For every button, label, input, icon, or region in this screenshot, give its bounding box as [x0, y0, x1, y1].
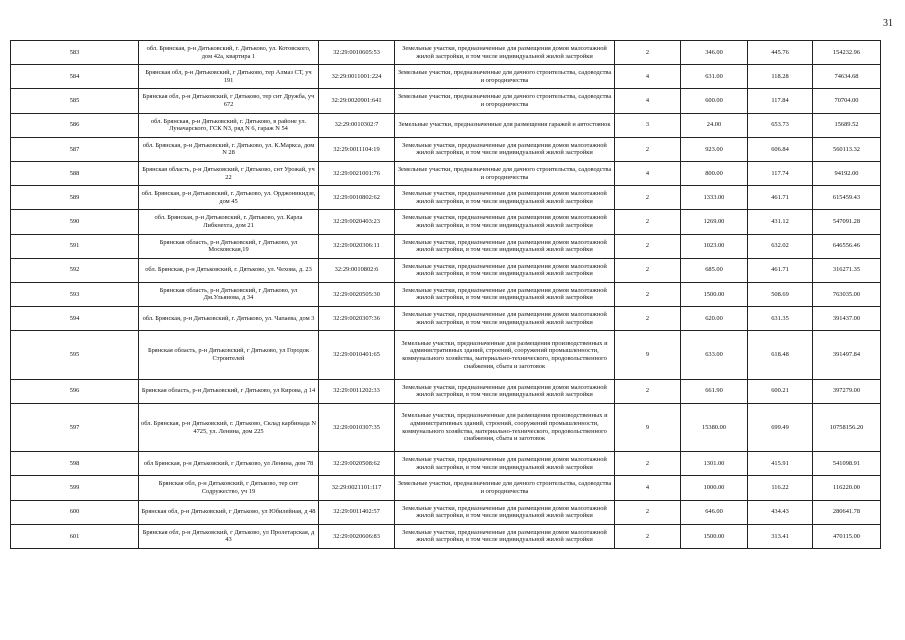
row-number: 592 [11, 258, 139, 282]
specific-value-cell: 632.02 [748, 234, 813, 258]
address-cell: Брянская область, р-н Дятьковский, г Дятьково, ул Кирова, д 14 [139, 379, 319, 403]
cadastral-value-cell: 10758156.20 [813, 403, 881, 451]
cadastral-value-cell: 646556.46 [813, 234, 881, 258]
cadastral-value-cell: 280641.78 [813, 500, 881, 524]
area-cell: 1500.00 [681, 282, 748, 306]
table-row [11, 331, 881, 379]
table-row [11, 113, 881, 137]
permitted-use-cell: Земельные участки, предназначенные для дачного строительства, садоводства и огородничества [395, 89, 615, 113]
table-row [11, 403, 881, 451]
land-register-table [10, 40, 881, 549]
permitted-use-cell: Земельные участки, предназначенные для размещения домов малоэтажной жилой застройки, в том числе индивидуальной жилой застройки [395, 452, 615, 476]
address-cell: Брянская обл, р-н Дятьковский, г Дятьково, ул Пролетарская, д 43 [139, 524, 319, 548]
area-cell: 685.00 [681, 258, 748, 282]
address-cell: Брянская область, р-н Дятьковский, г Дятьково, ул Московская,19 [139, 234, 319, 258]
cadastral-value-cell: 397279.00 [813, 379, 881, 403]
specific-value-cell: 117.74 [748, 161, 813, 185]
specific-value-cell: 606.84 [748, 137, 813, 161]
area-cell: 1333.00 [681, 186, 748, 210]
table-row [11, 161, 881, 185]
cadastral-value-cell: 154232.96 [813, 41, 881, 65]
page-number: 31 [883, 18, 893, 29]
area-cell: 800.00 [681, 161, 748, 185]
cadastral-number-cell: 32:29:0021001:76 [319, 161, 395, 185]
category-cell: 2 [615, 379, 681, 403]
category-cell: 2 [615, 500, 681, 524]
table-row [11, 65, 881, 89]
cadastral-value-cell: 547091.28 [813, 210, 881, 234]
permitted-use-cell: Земельные участки, предназначенные для размещения гаражей и автостоянок [395, 113, 615, 137]
category-cell: 2 [615, 258, 681, 282]
specific-value-cell: 313.41 [748, 524, 813, 548]
specific-value-cell: 618.48 [748, 331, 813, 379]
area-cell: 24.00 [681, 113, 748, 137]
specific-value-cell: 461.71 [748, 186, 813, 210]
table-body [11, 41, 881, 549]
category-cell: 4 [615, 89, 681, 113]
address-cell: Брянская обл, р-н Дятьковский, г Дятьково, тер снт Содружество, уч 19 [139, 476, 319, 500]
address-cell: обл. Брянская, р-н Дятьковский, г. Дятьково, Склад карбинада N 4725, ул. Ленина, дом 225 [139, 403, 319, 451]
cadastral-value-cell: 70704.00 [813, 89, 881, 113]
area-cell: 1023.00 [681, 234, 748, 258]
specific-value-cell: 653.73 [748, 113, 813, 137]
cadastral-number-cell: 32:29:0011104:19 [319, 137, 395, 161]
area-cell: 661.90 [681, 379, 748, 403]
address-cell: Брянская обл, р-н Дятьковский, г Дятьково, тер снт Дружба, уч 672 [139, 89, 319, 113]
table-row [11, 89, 881, 113]
permitted-use-cell: Земельные участки, предназначенные для размещения домов малоэтажной жилой застройки, в том числе индивидуальной жилой застройки [395, 282, 615, 306]
category-cell: 4 [615, 476, 681, 500]
table-row [11, 307, 881, 331]
row-number: 598 [11, 452, 139, 476]
area-cell: 620.00 [681, 307, 748, 331]
row-number: 587 [11, 137, 139, 161]
table-row [11, 258, 881, 282]
specific-value-cell: 117.84 [748, 89, 813, 113]
area-cell: 1000.00 [681, 476, 748, 500]
cadastral-number-cell: 32:29:0010802:62 [319, 186, 395, 210]
specific-value-cell: 118.28 [748, 65, 813, 89]
area-cell: 600.00 [681, 89, 748, 113]
specific-value-cell: 431.12 [748, 210, 813, 234]
address-cell: Брянская обл, р-н Дятьковский, г Дятьково, тер Алмаз СТ, уч 191 [139, 65, 319, 89]
table-row [11, 282, 881, 306]
row-number: 590 [11, 210, 139, 234]
cadastral-number-cell: 32:29:0010802:6 [319, 258, 395, 282]
category-cell: 9 [615, 403, 681, 451]
table-row [11, 234, 881, 258]
cadastral-number-cell: 32:29:0011402:57 [319, 500, 395, 524]
cadastral-value-cell: 763035.00 [813, 282, 881, 306]
cadastral-number-cell: 32:29:0020403:23 [319, 210, 395, 234]
area-cell: 1301.00 [681, 452, 748, 476]
cadastral-value-cell: 316271.35 [813, 258, 881, 282]
cadastral-number-cell: 32:29:0010302:7 [319, 113, 395, 137]
area-cell: 15380.00 [681, 403, 748, 451]
category-cell: 2 [615, 524, 681, 548]
category-cell: 9 [615, 331, 681, 379]
address-cell: обл. Брянская, р-н Дятьковский, г. Дятьково, ул. Котовского, дом 42а, квартира 1 [139, 41, 319, 65]
cadastral-number-cell: 32:29:0020901:641 [319, 89, 395, 113]
cadastral-value-cell: 391497.84 [813, 331, 881, 379]
specific-value-cell: 461.71 [748, 258, 813, 282]
row-number: 600 [11, 500, 139, 524]
row-number: 597 [11, 403, 139, 451]
address-cell: Брянская область, р-н Дятьковский, г Дятьково, ул Дм.Ульянова, д 34 [139, 282, 319, 306]
permitted-use-cell: Земельные участки, предназначенные для размещения домов малоэтажной жилой застройки, в том числе индивидуальной жилой застройки [395, 234, 615, 258]
permitted-use-cell: Земельные участки, предназначенные для размещения домов малоэтажной жилой застройки, в том числе индивидуальной жилой застройки [395, 41, 615, 65]
cadastral-value-cell: 94192.00 [813, 161, 881, 185]
table-row [11, 137, 881, 161]
area-cell: 923.00 [681, 137, 748, 161]
permitted-use-cell: Земельные участки, предназначенные для размещения домов малоэтажной жилой застройки, в том числе индивидуальной жилой застройки [395, 186, 615, 210]
address-cell: Брянская область, р-н Дятьковский, г Дятьково, ул Городок Строителей [139, 331, 319, 379]
cadastral-number-cell: 32:29:0020505:30 [319, 282, 395, 306]
area-cell: 633.00 [681, 331, 748, 379]
row-number: 583 [11, 41, 139, 65]
address-cell: обл. Брянская, р-н Дятьковский, г. Дятьково, ул. Карла Либкнехта, дом 21 [139, 210, 319, 234]
specific-value-cell: 631.35 [748, 307, 813, 331]
cadastral-number-cell: 32:29:0010605:53 [319, 41, 395, 65]
cadastral-value-cell: 391437.00 [813, 307, 881, 331]
table-row [11, 186, 881, 210]
category-cell: 4 [615, 65, 681, 89]
row-number: 599 [11, 476, 139, 500]
permitted-use-cell: Земельные участки, предназначенные для размещения домов малоэтажной жилой застройки, в том числе индивидуальной жилой застройки [395, 137, 615, 161]
permitted-use-cell: Земельные участки, предназначенные для размещения производственных и административных зданий, строений, сооружений промышленности, коммунального хозяйства, материально-технического, продовольственного снабжения, сбыта и заготовок [395, 331, 615, 379]
row-number: 589 [11, 186, 139, 210]
cadastral-number-cell: 32:29:0010401:65 [319, 331, 395, 379]
category-cell: 3 [615, 113, 681, 137]
cadastral-number-cell: 32:29:0020508:62 [319, 452, 395, 476]
cadastral-number-cell: 32:29:0020606:83 [319, 524, 395, 548]
cadastral-number-cell: 32:29:0020306:11 [319, 234, 395, 258]
address-cell: обл. Брянская, р-н Дятьковский, г. Дятьково, ул. Орджоникидзе, дом 45 [139, 186, 319, 210]
cadastral-number-cell: 32:29:0010307:35 [319, 403, 395, 451]
row-number: 595 [11, 331, 139, 379]
cadastral-number-cell: 32:29:0020307:36 [319, 307, 395, 331]
address-cell: обл. Брянская, р-н Дятьковский, г. Дятьково, ул. Чехова, д. 23 [139, 258, 319, 282]
row-number: 593 [11, 282, 139, 306]
area-cell: 1269.00 [681, 210, 748, 234]
category-cell: 2 [615, 452, 681, 476]
row-number: 594 [11, 307, 139, 331]
specific-value-cell: 600.21 [748, 379, 813, 403]
address-cell: обл. Брянская, р-н Дятьковский, г. Дятьково, в районе ул. Луначарского, ГСК N3, ряд N 6, гараж N 54 [139, 113, 319, 137]
table-row [11, 210, 881, 234]
category-cell: 2 [615, 234, 681, 258]
address-cell: Брянская область, р-н Дятьковский, г Дятьково, снт Урожай, уч 22 [139, 161, 319, 185]
table-row [11, 379, 881, 403]
permitted-use-cell: Земельные участки, предназначенные для дачного строительства, садоводства и огородничества [395, 65, 615, 89]
cadastral-value-cell: 15689.52 [813, 113, 881, 137]
permitted-use-cell: Земельные участки, предназначенные для размещения домов малоэтажной жилой застройки, в том числе индивидуальной жилой застройки [395, 210, 615, 234]
permitted-use-cell: Земельные участки, предназначенные для размещения производственных и административных зданий, строений, сооружений промышленности, коммунального хозяйства, материально-технического, продовольственного снабжения, сбыта и заготовок [395, 403, 615, 451]
category-cell: 4 [615, 161, 681, 185]
table-row [11, 452, 881, 476]
table-row [11, 500, 881, 524]
specific-value-cell: 508.69 [748, 282, 813, 306]
table-row [11, 524, 881, 548]
specific-value-cell: 699.49 [748, 403, 813, 451]
row-number: 591 [11, 234, 139, 258]
specific-value-cell: 434.43 [748, 500, 813, 524]
cadastral-value-cell: 615459.43 [813, 186, 881, 210]
area-cell: 346.00 [681, 41, 748, 65]
row-number: 596 [11, 379, 139, 403]
category-cell: 2 [615, 307, 681, 331]
cadastral-value-cell: 541098.91 [813, 452, 881, 476]
permitted-use-cell: Земельные участки, предназначенные для дачного строительства, садоводства и огородничества [395, 161, 615, 185]
permitted-use-cell: Земельные участки, предназначенные для дачного строительства, садоводства и огородничества [395, 476, 615, 500]
cadastral-number-cell: 32:29:0011001:224 [319, 65, 395, 89]
cadastral-value-cell: 470115.00 [813, 524, 881, 548]
permitted-use-cell: Земельные участки, предназначенные для размещения домов малоэтажной жилой застройки, в том числе индивидуальной жилой застройки [395, 500, 615, 524]
table-row [11, 41, 881, 65]
permitted-use-cell: Земельные участки, предназначенные для размещения домов малоэтажной жилой застройки, в том числе индивидуальной жилой застройки [395, 258, 615, 282]
specific-value-cell: 445.76 [748, 41, 813, 65]
specific-value-cell: 116.22 [748, 476, 813, 500]
row-number: 601 [11, 524, 139, 548]
permitted-use-cell: Земельные участки, предназначенные для размещения домов малоэтажной жилой застройки, в том числе индивидуальной жилой застройки [395, 524, 615, 548]
category-cell: 2 [615, 137, 681, 161]
row-number: 585 [11, 89, 139, 113]
specific-value-cell: 415.91 [748, 452, 813, 476]
cadastral-value-cell: 74634.68 [813, 65, 881, 89]
row-number: 586 [11, 113, 139, 137]
cadastral-number-cell: 32:29:0021101:117 [319, 476, 395, 500]
permitted-use-cell: Земельные участки, предназначенные для размещения домов малоэтажной жилой застройки, в том числе индивидуальной жилой застройки [395, 307, 615, 331]
address-cell: обл. Брянская, р-н Дятьковский, г. Дятьково, ул. К.Маркса, дом N 28 [139, 137, 319, 161]
address-cell: обл Брянская, р-н Дятьковский, г Дятьково, ул Ленина, дом 78 [139, 452, 319, 476]
row-number: 584 [11, 65, 139, 89]
category-cell: 2 [615, 41, 681, 65]
area-cell: 646.00 [681, 500, 748, 524]
category-cell: 2 [615, 186, 681, 210]
address-cell: обл. Брянская, р-н Дятьковский, г. Дятьково, ул. Чапаева, дом 3 [139, 307, 319, 331]
cadastral-value-cell: 560113.32 [813, 137, 881, 161]
permitted-use-cell: Земельные участки, предназначенные для размещения домов малоэтажной жилой застройки, в том числе индивидуальной жилой застройки [395, 379, 615, 403]
cadastral-number-cell: 32:29:0011202:33 [319, 379, 395, 403]
category-cell: 2 [615, 210, 681, 234]
table-row [11, 476, 881, 500]
area-cell: 631.00 [681, 65, 748, 89]
address-cell: Брянская обл, р-н Дятьковский, г Дятьково, ул Юбилейная, д 48 [139, 500, 319, 524]
category-cell: 2 [615, 282, 681, 306]
area-cell: 1500.00 [681, 524, 748, 548]
row-number: 588 [11, 161, 139, 185]
cadastral-value-cell: 116220.00 [813, 476, 881, 500]
